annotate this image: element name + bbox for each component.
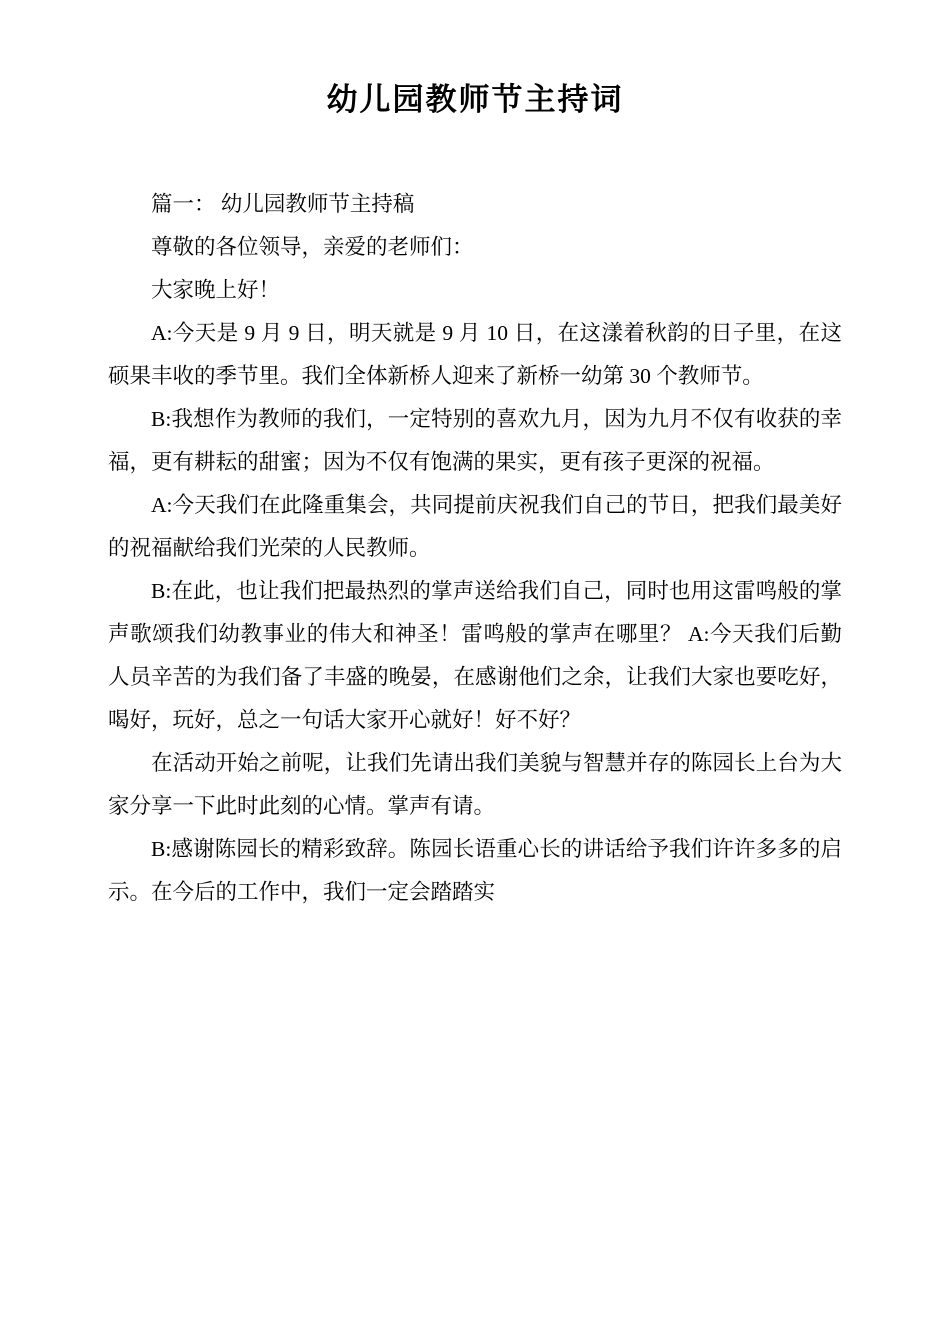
paragraph: B:感谢陈园长的精彩致辞。陈园长语重心长的讲话给予我们许许多多的启示。在今后的工作中，我们一定会踏踏实 — [108, 837, 842, 905]
paragraph: A:今天是 9 月 9 日，明天就是 9 月 10 日，在这漾着秋韵的日子里，在这硕果丰收的季节里。我们全体新桥人迎来了新桥一幼第 30 个教师节。 — [108, 321, 842, 389]
paragraph: B:在此，也让我们把最热烈的掌声送给我们自己，同时也用这雷鸣般的掌声歌颂我们幼教事业的伟大和神圣！雷鸣般的掌声在哪里？ A:今天我们后勤人员辛苦的为我们备了丰盛的晚晏，在感谢他们之余，让我们大家也要吃好，喝好，玩好，总之一句话大家开心就好！好不好？ — [108, 579, 842, 733]
page-title: 幼儿园教师节主持词 — [326, 82, 624, 117]
paragraph: 大家晚上好！ — [151, 278, 281, 303]
paragraph: A:今天我们在此隆重集会，共同提前庆祝我们自己的节日，把我们最美好的祝福献给我们光荣的人民教师。 — [108, 493, 842, 561]
paragraph: B:我想作为教师的我们，一定特别的喜欢九月，因为九月不仅有收获的幸福，更有耕耘的甜蜜；因为不仅有饱满的果实，更有孩子更深的祝福。 — [108, 407, 842, 475]
document-body — [108, 183, 842, 914]
paragraph: 篇一： 幼儿园教师节主持稿 — [151, 192, 415, 217]
paragraph: 尊敬的各位领导，亲爱的老师们： — [151, 235, 474, 260]
paragraph: 在活动开始之前呢，让我们先请出我们美貌与智慧并存的陈园长上台为大家分享一下此时此刻的心情。掌声有请。 — [108, 751, 842, 819]
